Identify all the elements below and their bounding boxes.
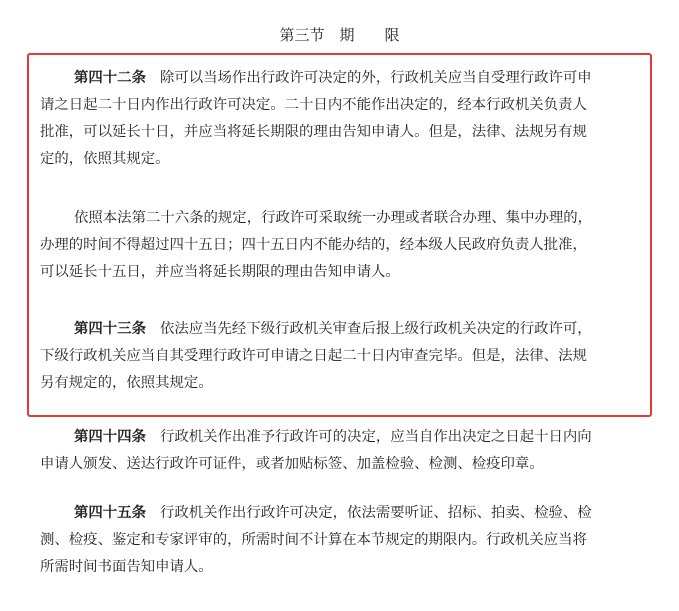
- text-line: 申请人颁发、送达行政许可证件，或者加贴标签、加盖检验、检测、检疫印章。: [40, 456, 544, 472]
- text-line: 另有规定的，依照其规定。: [40, 375, 213, 391]
- text-line: 可以延长十五日，并应当将延长期限的理由告知申请人。: [40, 264, 400, 280]
- text-line: 第四十二条 除可以当场作出行政许可决定的外，行政机关应当自受理行政许可申: [74, 70, 592, 86]
- section-title: 第三节 期 限: [279, 26, 400, 44]
- text-line: 批准，可以延长十日，并应当将延长期限的理由告知申请人。但是，法律、法规另有规: [40, 124, 587, 140]
- text-line: 测、检疫、鉴定和专家评审的，所需时间不计算在本节规定的期限内。行政机关应当将: [40, 532, 587, 548]
- text-line: 所需时间书面告知申请人。: [40, 559, 213, 575]
- text-line: 请之日起二十日内作出行政许可决定。二十日内不能作出决定的，经本行政机关负责人: [40, 97, 587, 113]
- text-line: 第四十五条 行政机关作出行政许可决定，依法需要听证、招标、拍卖、检验、检: [74, 505, 592, 521]
- article-44-paragraph: [40, 424, 650, 478]
- text-line: 依照本法第二十六条的规定，行政许可采取统一办理或者联合办理、集中办理的，: [74, 210, 593, 226]
- article-number: 第四十五条: [74, 505, 146, 521]
- article-42-paragraph: [40, 65, 650, 173]
- text-line: 定的，依照其规定。: [40, 151, 170, 167]
- text-line: 下级行政机关应当自其受理行政许可申请之日起二十日内审查完毕。但是，法律、法规: [40, 348, 587, 364]
- article-43-paragraph: [40, 316, 650, 397]
- text-line: 第四十四条 行政机关作出准予行政许可的决定，应当自作出决定之日起十日内向: [74, 429, 592, 445]
- text-line: 办理的时间不得超过四十五日；四十五日内不能办结的，经本级人民政府负责人批准，: [40, 237, 587, 253]
- text-line: 第四十三条 依法应当先经下级行政机关审查后报上级行政机关决定的行政许可，: [74, 321, 592, 337]
- article-number: 第四十二条: [74, 70, 146, 86]
- article-number: 第四十三条: [74, 321, 146, 337]
- article-number: 第四十四条: [74, 429, 146, 445]
- article-45-paragraph: [40, 500, 650, 581]
- article-42-paragraph-2: [40, 205, 650, 286]
